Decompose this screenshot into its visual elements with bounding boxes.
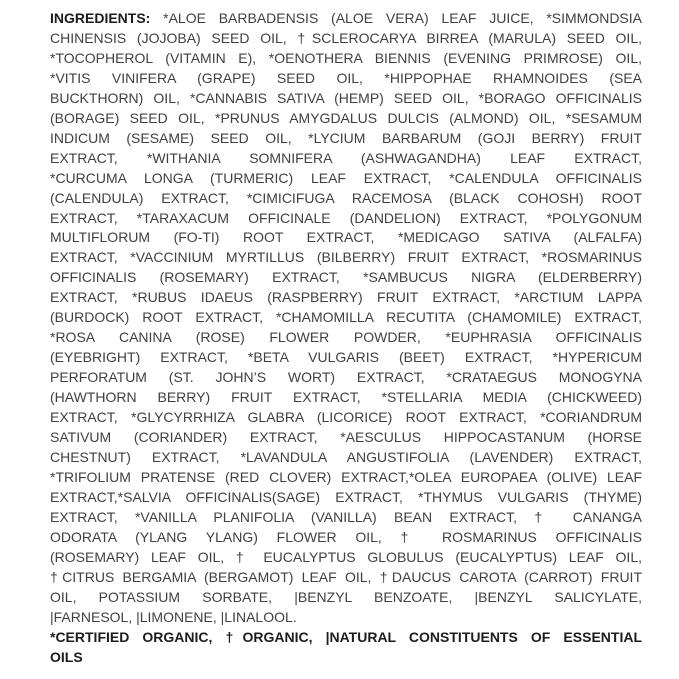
- ingredients-line: [50, 448, 642, 468]
- ingredients-line-text: MULTIFLORUM (FO-TI) ROOT EXTRACT, *MEDICAGO SATIVA (ALFALFA): [50, 229, 642, 246]
- ingredients-line-text: OIL, POTASSIUM SORBATE, |BENZYL BENZOATE, |BENZYL SALICYLATE,: [50, 588, 642, 605]
- ingredients-line-text: |FARNESOL, |LIMONENE, |LINALOOL.: [50, 608, 297, 625]
- ingredients-line-text: EXTRACT, *VANILLA PLANIFOLIA (VANILLA) BEAN EXTRACT, † CANANGA: [50, 508, 642, 525]
- ingredients-line-text: EXTRACT, *VACCINIUM MYRTILLUS (BILBERRY) FRUIT EXTRACT, *ROSMARINUS: [50, 249, 642, 266]
- ingredients-line-text: (BURDOCK) ROOT EXTRACT, *CHAMOMILLA RECUTITA (CHAMOMILE) EXTRACT,: [50, 309, 642, 326]
- footnote-line: [50, 648, 642, 668]
- ingredients-line: [50, 488, 642, 508]
- ingredients-footnote: [50, 628, 642, 668]
- ingredients-line-text: *VITIS VINIFERA (GRAPE) SEED OIL, *HIPPOPHAE RHAMNOIDES (SEA: [50, 69, 642, 86]
- ingredients-line: [50, 29, 642, 49]
- ingredients-line: [50, 608, 642, 628]
- ingredients-line: [50, 308, 642, 328]
- ingredients-line-text: (BORAGE) SEED OIL, *PRUNUS AMYGDALUS DULCIS (ALMOND) OIL, *SESAMUM: [50, 109, 642, 126]
- ingredients-line-text: CHINENSIS (JOJOBA) SEED OIL, †SCLEROCARYA BIRREA (MARULA) SEED OIL,: [50, 29, 642, 46]
- ingredients-line: [50, 209, 642, 229]
- ingredients-line: [50, 408, 642, 428]
- ingredients-line-text: EXTRACT, *GLYCYRRHIZA GLABRA (LICORICE) ROOT EXTRACT, *CORIANDRUM: [50, 409, 642, 426]
- ingredients-line-text: PERFORATUM (ST. JOHN’S WORT) EXTRACT, *CRATAEGUS MONOGYNA: [50, 369, 642, 386]
- ingredients-line: [50, 109, 642, 129]
- ingredients-line-text: EXTRACT, *RUBUS IDAEUS (RASPBERRY) FRUIT EXTRACT, *ARCTIUM LAPPA: [50, 289, 642, 306]
- ingredients-line-text: SATIVUM (CORIANDER) EXTRACT, *AESCULUS HIPPOCASTANUM (HORSE: [50, 429, 642, 446]
- ingredients-line-text: *CURCUMA LONGA (TURMERIC) LEAF EXTRACT, *CALENDULA OFFICINALIS: [50, 169, 642, 186]
- ingredients-label: [50, 9, 642, 667]
- footnote-line-text: OILS: [50, 648, 83, 665]
- ingredients-line: [50, 228, 642, 248]
- ingredients-line: [50, 149, 642, 169]
- ingredients-line-text: †CITRUS BERGAMIA (BERGAMOT) LEAF OIL, †DAUCUS CAROTA (CARROT) FRUIT: [50, 568, 642, 585]
- ingredients-line-text: *TRIFOLIUM PRATENSE (RED CLOVER) EXTRACT,*OLEA EUROPAEA (OLIVE) LEAF: [50, 468, 642, 485]
- ingredients-line: [50, 568, 642, 588]
- ingredients-line: [50, 328, 642, 348]
- ingredients-line: [50, 169, 642, 189]
- ingredients-line: [50, 248, 642, 268]
- ingredients-line-text: (HAWTHORN BERRY) FRUIT EXTRACT, *STELLARIA MEDIA (CHICKWEED): [50, 389, 642, 406]
- ingredients-line: [50, 348, 642, 368]
- ingredients-line: [50, 588, 642, 608]
- ingredients-line: [50, 288, 642, 308]
- ingredients-line: [50, 69, 642, 89]
- ingredients-line: [50, 368, 642, 388]
- ingredients-line-text: BUCKTHORN) OIL, *CANNABIS SATIVA (HEMP) SEED OIL, *BORAGO OFFICINALIS: [50, 89, 642, 106]
- ingredients-line-text: (EYEBRIGHT) EXTRACT, *BETA VULGARIS (BEET) EXTRACT, *HYPERICUM: [50, 349, 642, 366]
- footnote-line-text: *CERTIFIED ORGANIC, †ORGANIC, |NATURAL CONSTITUENTS OF ESSENTIAL: [50, 628, 642, 645]
- ingredients-line: [50, 9, 642, 29]
- ingredients-line: [50, 89, 642, 109]
- ingredients-body: [50, 9, 642, 628]
- ingredients-line-text: *ALOE BARBADENSIS (ALOE VERA) LEAF JUICE, *SIMMONDSIA: [163, 10, 642, 26]
- ingredients-line: [50, 468, 642, 488]
- ingredients-line-text: *ROSA CANINA (ROSE) FLOWER POWDER, *EUPHRASIA OFFICINALIS: [50, 329, 642, 346]
- ingredients-line-text: INDICUM (SESAME) SEED OIL, *LYCIUM BARBARUM (GOJI BERRY) FRUIT: [50, 129, 642, 146]
- footnote-line: [50, 628, 642, 648]
- ingredients-line: [50, 268, 642, 288]
- ingredients-line: [50, 129, 642, 149]
- ingredients-line-text: (ROSEMARY) LEAF OIL, † EUCALYPTUS GLOBULUS (EUCALYPTUS) LEAF OIL,: [50, 548, 642, 565]
- ingredients-line-text: CHESTNUT) EXTRACT, *LAVANDULA ANGUSTIFOLIA (LAVENDER) EXTRACT,: [50, 448, 642, 465]
- ingredients-line-text: EXTRACT,*SALVIA OFFICINALIS(SAGE) EXTRACT, *THYMUS VULGARIS (THYME): [50, 488, 642, 505]
- ingredients-line-text: ODORATA (YLANG YLANG) FLOWER OIL, † ROSMARINUS OFFICINALIS: [50, 528, 642, 545]
- ingredients-line-text: EXTRACT, *TARAXACUM OFFICINALE (DANDELION) EXTRACT, *POLYGONUM: [50, 209, 642, 226]
- ingredients-line: [50, 428, 642, 448]
- ingredients-line: [50, 189, 642, 209]
- ingredients-heading: INGREDIENTS:: [50, 10, 164, 26]
- ingredients-line-text: EXTRACT, *WITHANIA SOMNIFERA (ASHWAGANDHA) LEAF EXTRACT,: [50, 149, 642, 166]
- ingredients-line-text: (CALENDULA) EXTRACT, *CIMICIFUGA RACEMOSA (BLACK COHOSH) ROOT: [50, 189, 642, 206]
- ingredients-line-text: OFFICINALIS (ROSEMARY) EXTRACT, *SAMBUCUS NIGRA (ELDERBERRY): [50, 269, 642, 286]
- ingredients-line: [50, 548, 642, 568]
- ingredients-line: [50, 508, 642, 528]
- ingredients-line-text: *TOCOPHEROL (VITAMIN E), *OENOTHERA BIENNIS (EVENING PRIMROSE) OIL,: [50, 49, 642, 66]
- ingredients-line: [50, 528, 642, 548]
- ingredients-line: [50, 388, 642, 408]
- ingredients-line: [50, 49, 642, 69]
